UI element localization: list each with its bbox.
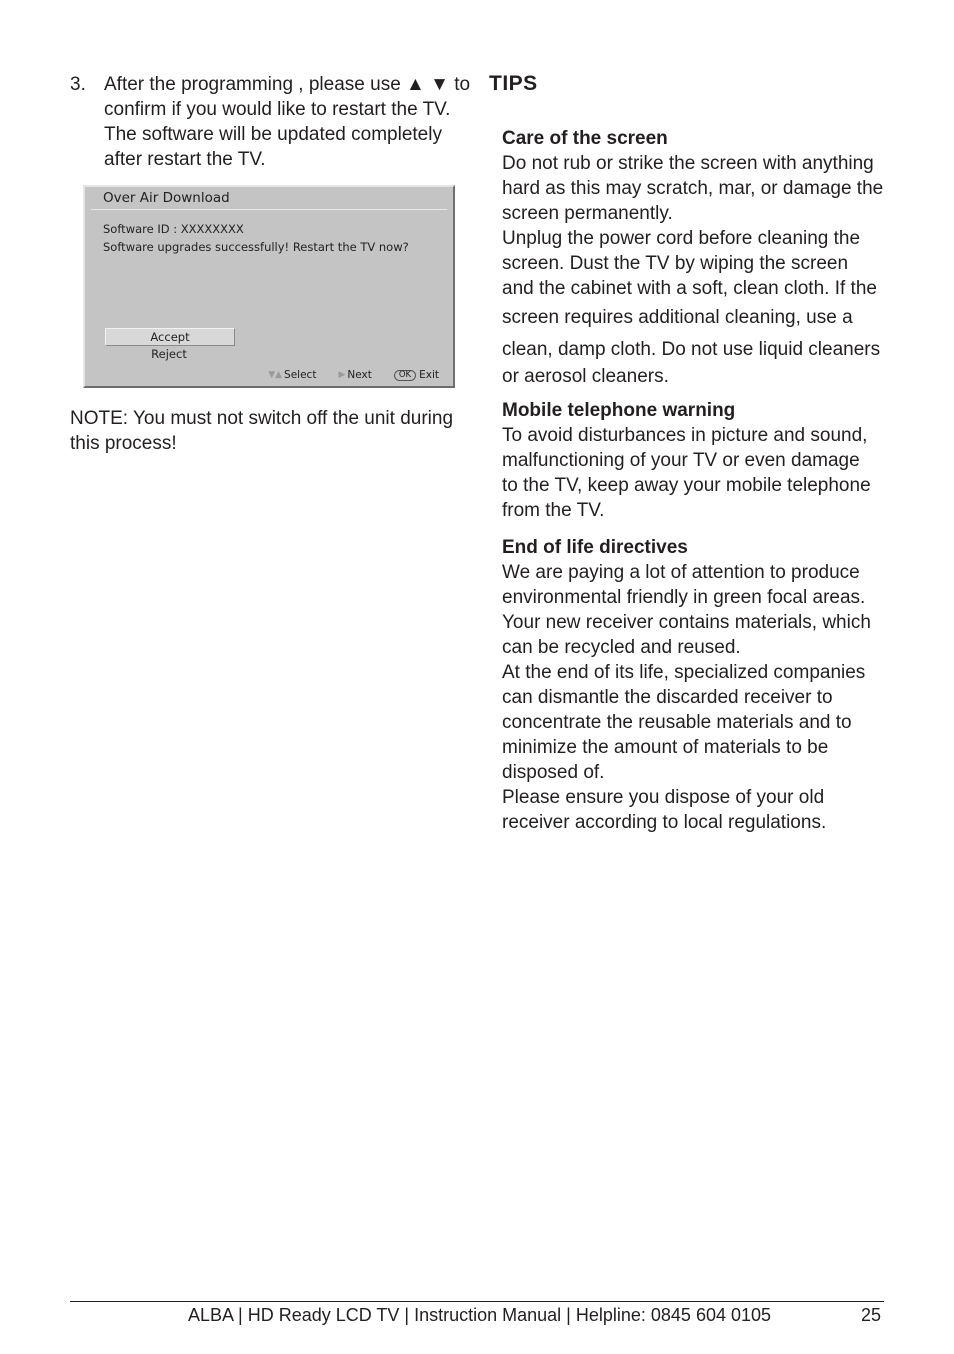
section-line: We are paying a lot of attention to produce [502, 562, 860, 583]
select-hint-label: Select [284, 369, 317, 381]
section-line: and the cabinet with a soft, clean cloth. If the [502, 278, 877, 299]
mobile-warning-section [502, 398, 892, 523]
section-line: Do not rub or strike the screen with anything [502, 153, 874, 174]
end-of-life-section [502, 535, 892, 835]
section-line: concentrate the reusable materials and to [502, 712, 852, 733]
section-line: clean, damp cloth. Do not use liquid cleaners [502, 338, 881, 360]
select-hint [268, 369, 316, 381]
section-line: At the end of its life, specialized companies [502, 662, 866, 683]
reject-option[interactable]: Reject [151, 347, 187, 361]
step-3-line: after restart the TV. [104, 149, 266, 170]
step-3-line: After the programming , please use ▲ ▼ to [104, 74, 471, 95]
section-line: or aerosol cleaners. [502, 366, 669, 387]
section-line: can be recycled and reused. [502, 637, 741, 658]
footer-divider [70, 1301, 884, 1302]
section-line: environmental friendly in green focal areas. [502, 587, 866, 608]
section-line: from the TV. [502, 500, 605, 521]
section-title: End of life directives [502, 537, 688, 558]
exit-hint [394, 369, 439, 381]
section-line: malfunctioning of your TV or even damage [502, 450, 860, 471]
step-3-line: The software will be updated completely [104, 124, 442, 145]
up-down-arrows-icon: ▼▲ [268, 370, 283, 380]
section-line: To avoid disturbances in picture and sound, [502, 425, 868, 446]
next-hint-label: Next [347, 369, 372, 381]
section-line: receiver according to local regulations. [502, 812, 827, 833]
section-line: Your new receiver contains materials, which [502, 612, 871, 633]
step-3-line: confirm if you would like to restart the TV. [104, 99, 451, 120]
over-air-download-dialog [83, 185, 455, 388]
right-arrow-icon: ▶ [338, 370, 346, 380]
software-id: Software ID : XXXXXXXX [103, 222, 244, 236]
care-of-screen-section [502, 126, 892, 389]
key-hints [268, 369, 439, 381]
section-line: Please ensure you dispose of your old [502, 787, 825, 808]
dialog-divider [91, 209, 447, 210]
section-line: can dismantle the discarded receiver to [502, 687, 833, 708]
section-line: Unplug the power cord before cleaning the [502, 228, 861, 249]
section-line: hard as this may scratch, mar, or damage the [502, 178, 884, 199]
section-line: screen permanently. [502, 203, 673, 224]
section-title: Care of the screen [502, 128, 668, 149]
note [70, 406, 470, 456]
step-number: 3. [70, 74, 86, 95]
upgrade-message: Software upgrades successfully! Restart the TV now? [103, 240, 409, 254]
page-number: 25 [861, 1305, 882, 1325]
dialog-title: Over Air Download [103, 190, 230, 206]
footer-text: ALBA | HD Ready LCD TV | Instruction Manual | Helpline: 0845 604 0105 [188, 1305, 772, 1325]
step-3-text [104, 72, 476, 172]
ok-key-icon: OK [394, 370, 416, 381]
section-line: screen requires additional cleaning, use a [502, 307, 853, 328]
exit-hint-label: Exit [419, 369, 439, 381]
section-title: Mobile telephone warning [502, 400, 736, 421]
next-hint [338, 369, 371, 381]
section-line: screen. Dust the TV by wiping the screen [502, 253, 849, 274]
note-line: this process! [70, 433, 177, 454]
accept-option[interactable]: Accept [105, 328, 235, 346]
note-line: NOTE: You must not switch off the unit during [70, 408, 454, 429]
tips-heading: TIPS [489, 72, 538, 95]
section-line: minimize the amount of materials to be [502, 737, 829, 758]
section-line: to the TV, keep away your mobile telephone [502, 475, 871, 496]
section-line: disposed of. [502, 762, 605, 783]
